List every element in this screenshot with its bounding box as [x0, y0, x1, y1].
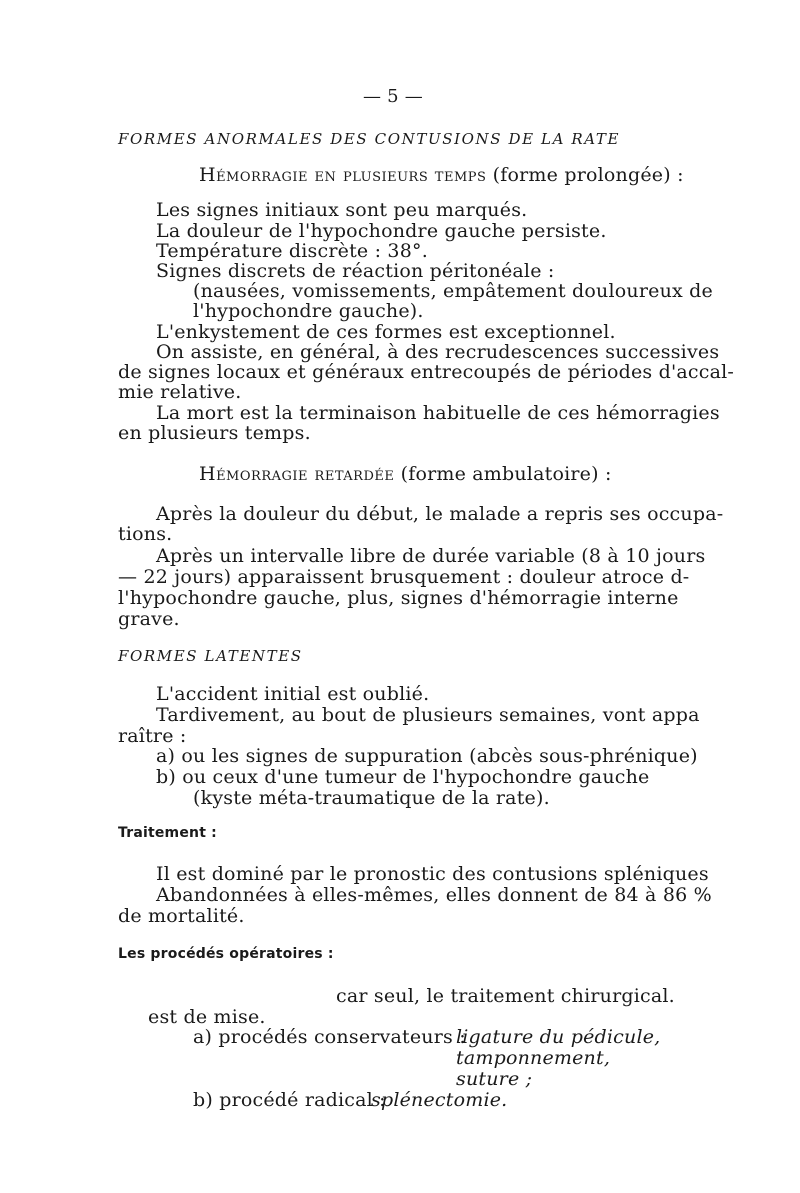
- body-line: L'accident initial est oublié.: [156, 683, 430, 705]
- body-line: La douleur de l'hypochondre gauche persiste.: [156, 220, 607, 242]
- body-line: L'enkystement de ces formes est exceptionnel.: [156, 321, 616, 343]
- body-line: a) ou les signes de suppuration (abcès sous-phrénique): [156, 745, 698, 767]
- section-title-abnormal-forms: FORMES ANORMALES DES CONTUSIONS DE LA RATE: [118, 130, 621, 148]
- procedure-conservative-item: suture ;: [456, 1068, 533, 1090]
- body-line: l'hypochondre gauche).: [193, 300, 424, 322]
- body-line: grave.: [118, 608, 180, 630]
- body-line: car seul, le traitement chirurgical.: [336, 985, 675, 1007]
- treatment-heading: Traitement :: [118, 825, 217, 841]
- body-line: La mort est la terminaison habituelle de ces hémorragies: [156, 402, 720, 424]
- body-line: de signes locaux et généraux entrecoupés de périodes d'accal-: [118, 361, 735, 383]
- procedure-radical-item: splénectomie.: [371, 1089, 508, 1111]
- body-line: (nausées, vomissements, empâtement douloureux de: [193, 280, 713, 302]
- procedure-conservative-item: ligature du pédicule,: [456, 1026, 661, 1048]
- body-line: Abandonnées à elles-mêmes, elles donnent de 84 à 86 %: [156, 884, 712, 906]
- body-line: Après un intervalle libre de durée variable (8 à 10 jours: [156, 545, 706, 567]
- body-line: Après la douleur du début, le malade a repris ses occupa-: [156, 503, 724, 525]
- body-line: Les signes initiaux sont peu marqués.: [156, 199, 528, 221]
- body-line: Tardivement, au bout de plusieurs semaines, vont appa: [156, 704, 700, 726]
- body-line: est de mise.: [148, 1006, 266, 1028]
- procedure-conservative-label: a) procédés conservateurs :: [193, 1026, 466, 1048]
- body-line: tions.: [118, 523, 173, 545]
- body-line: en plusieurs temps.: [118, 422, 311, 444]
- body-line: raître :: [118, 725, 187, 747]
- subsection-heading-caps: Hémorragie en plusieurs temps: [199, 164, 487, 186]
- procedures-heading: Les procédés opératoires :: [118, 946, 334, 962]
- body-line: Température discrète : 38°.: [156, 240, 428, 262]
- body-line: On assiste, en général, à des recrudescences successives: [156, 341, 720, 363]
- body-line: de mortalité.: [118, 905, 245, 927]
- page-number: — 5 —: [363, 86, 423, 107]
- body-line: Signes discrets de réaction péritonéale :: [156, 260, 555, 282]
- subsection-heading-multi-stage: [199, 164, 684, 186]
- body-line: — 22 jours) apparaissent brusquement : douleur atroce d-: [118, 566, 690, 588]
- subsection-heading-delayed: [199, 463, 612, 485]
- procedure-radical-label: b) procédé radical :: [193, 1089, 386, 1111]
- body-line: (kyste méta-traumatique de la rate).: [193, 787, 550, 809]
- body-line: l'hypochondre gauche, plus, signes d'hémorragie interne: [118, 587, 679, 609]
- body-line: Il est dominé par le pronostic des contusions spléniques: [156, 863, 709, 885]
- body-line: b) ou ceux d'une tumeur de l'hypochondre gauche: [156, 766, 650, 788]
- body-line: mie relative.: [118, 381, 242, 403]
- subsection-heading-caps: Hémorragie retardée: [199, 463, 395, 485]
- section-title-latent-forms: FORMES LATENTES: [118, 647, 303, 665]
- procedure-conservative-item: tamponnement,: [456, 1047, 611, 1069]
- subsection-heading-rest: (forme ambulatoire) :: [394, 463, 612, 485]
- subsection-heading-rest: (forme prolongée) :: [486, 164, 684, 186]
